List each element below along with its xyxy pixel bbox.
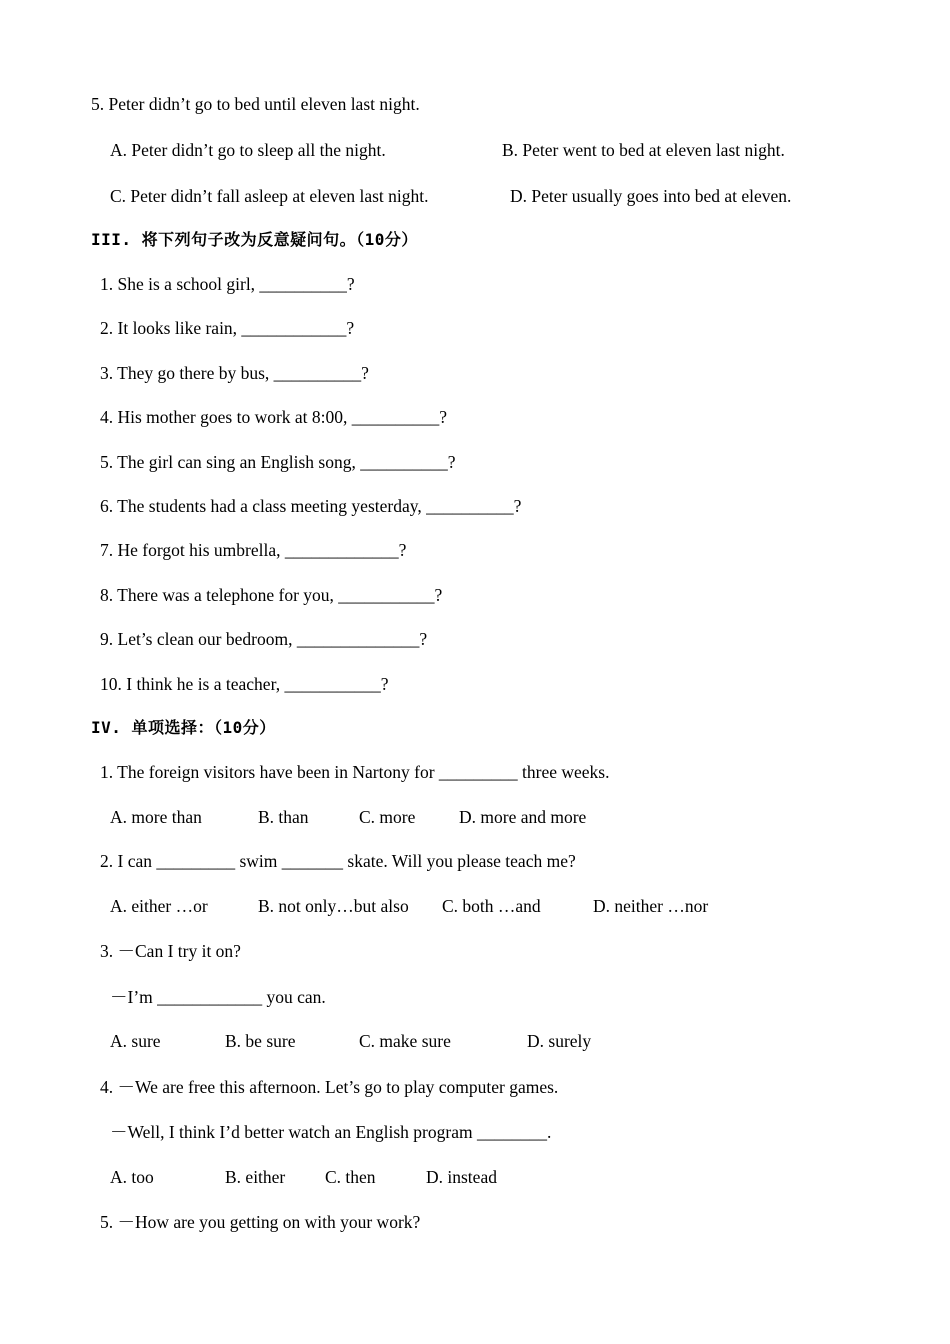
option-c: C. Peter didn’t fall asleep at eleven last night. xyxy=(110,186,429,206)
option-a: A. sure xyxy=(110,1031,161,1051)
list-item: 5. The girl can sing an English song, __________? xyxy=(100,452,456,472)
list-item: 8. There was a telephone for you, ___________? xyxy=(100,585,443,605)
question-stem: 5. －How are you getting on with your work? xyxy=(100,1212,421,1232)
option-c: C. both …and xyxy=(442,896,541,916)
list-item: 4. His mother goes to work at 8:00, __________? xyxy=(100,407,448,427)
list-item: 3. They go there by bus, __________? xyxy=(100,363,369,383)
list-item: 9. Let’s clean our bedroom, ______________? xyxy=(100,629,428,649)
option-b: B. than xyxy=(258,807,309,827)
option-a: A. either …or xyxy=(110,896,208,916)
option-b: B. Peter went to bed at eleven last night. xyxy=(502,140,785,160)
option-d: D. Peter usually goes into bed at eleven. xyxy=(510,186,792,206)
option-d: D. instead xyxy=(426,1167,497,1187)
list-item: 10. I think he is a teacher, ___________? xyxy=(100,674,389,694)
question-stem: 5. Peter didn’t go to bed until eleven last night. xyxy=(91,94,420,114)
option-c: C. more xyxy=(359,807,416,827)
option-d: D. neither …nor xyxy=(593,896,709,916)
question-stem: 1. The foreign visitors have been in Nartony for _________ three weeks. xyxy=(100,762,610,782)
list-item: 6. The students had a class meeting yesterday, __________? xyxy=(100,496,522,516)
option-d: D. surely xyxy=(527,1031,592,1051)
list-item: 2. It looks like rain, ____________? xyxy=(100,318,355,338)
question-stem: 4. －We are free this afternoon. Let’s go to play computer games. xyxy=(100,1077,559,1097)
option-b: B. be sure xyxy=(225,1031,296,1051)
list-item: 1. She is a school girl, __________? xyxy=(100,274,355,294)
question-stem: 3. －Can I try it on? xyxy=(100,941,241,961)
option-b: B. either xyxy=(225,1167,286,1187)
option-b: B. not only…but also xyxy=(258,896,409,916)
question-stem: 2. I can _________ swim _______ skate. Will you please teach me? xyxy=(100,851,576,871)
list-item: 7. He forgot his umbrella, _____________? xyxy=(100,540,407,560)
option-a: A. Peter didn’t go to sleep all the night. xyxy=(110,140,386,160)
section-heading-iv: IV. 单项选择：（10分） xyxy=(91,718,276,737)
option-d: D. more and more xyxy=(459,807,587,827)
section-heading-iii: III. 将下列句子改为反意疑问句。（10分） xyxy=(91,230,418,249)
option-c: C. then xyxy=(325,1167,376,1187)
dialogue-reply: －Well, I think I’d better watch an English program ________. xyxy=(110,1122,552,1142)
option-c: C. make sure xyxy=(359,1031,451,1051)
option-a: A. more than xyxy=(110,807,202,827)
option-a: A. too xyxy=(110,1167,154,1187)
dialogue-reply: －I’m ____________ you can. xyxy=(110,987,326,1007)
